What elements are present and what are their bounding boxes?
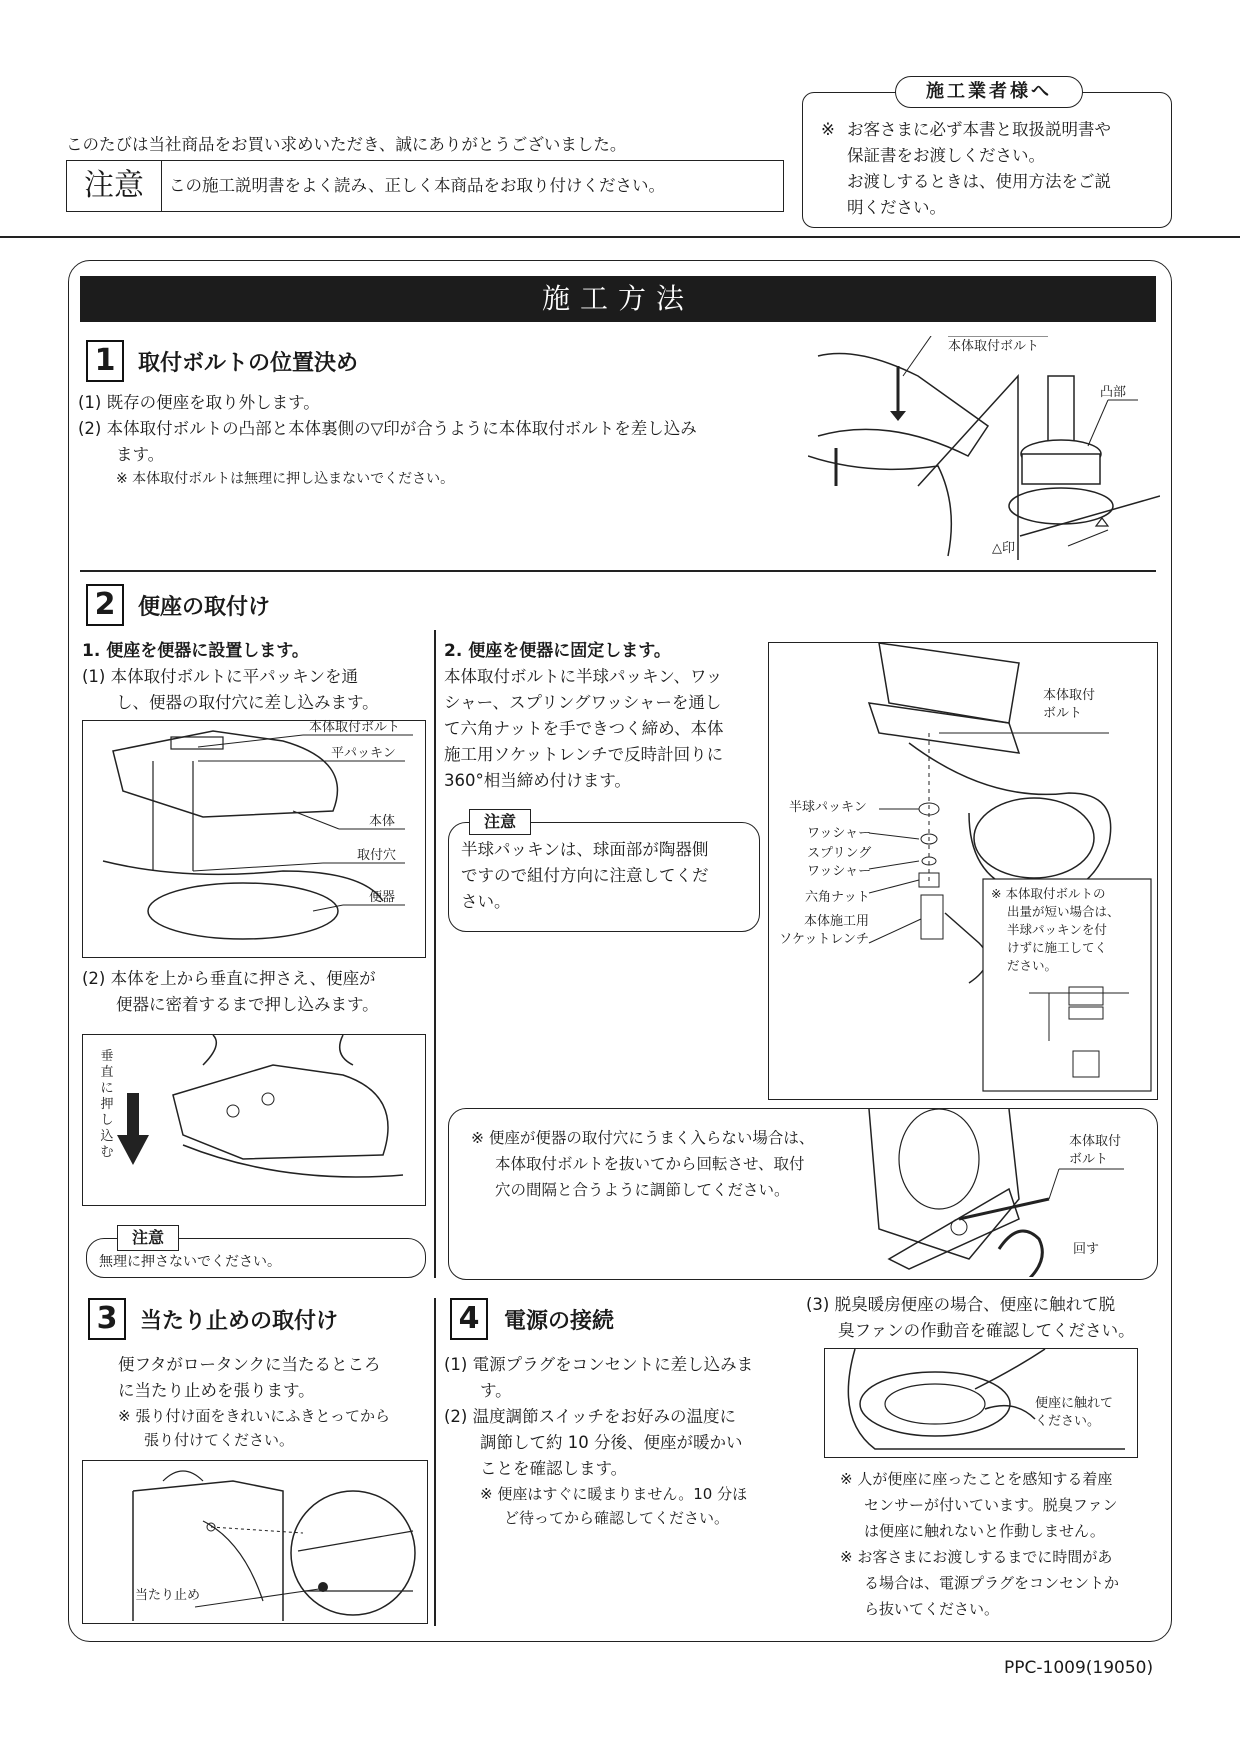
label-washer: ワッシャー [807, 826, 872, 841]
step2-sub2-p: 施工用ソケットレンチで反時計回りに [444, 745, 724, 764]
label-note: ※ 本体取付ボルトの 出量が短い場合は、 半球パッキンを付 けずに施工してく ださい。 [991, 886, 1120, 973]
step4b-note: る場合は、電源プラグをコンセントか [864, 1574, 1120, 1592]
step2-sub1-p1: し、便器の取付穴に差し込みます。 [116, 693, 379, 712]
main-title-bar: 施工方法 [80, 276, 1156, 322]
header-divider [0, 236, 1240, 238]
label-hole: 取付穴 [357, 848, 397, 863]
step3-col-divider [434, 1298, 436, 1626]
step2-title: 便座の取付け [138, 595, 271, 620]
caution-text: 無理に押さないでください。 [99, 1254, 281, 1270]
step2-sub1-heading: 1. 便座を便器に設置します。 [82, 641, 309, 661]
step1-illustration [808, 336, 1160, 560]
step2-sub2-p: て六角ナットを手できつく締め、本体 [444, 719, 724, 738]
installer-line: 保証書をお渡しください。 [847, 146, 1045, 165]
note-line: 本体取付ボルトを抜いてから回転させ、取付 [495, 1155, 805, 1173]
step4b-note: ※ お客さまにお渡しするまでに時間があ [840, 1548, 1113, 1566]
step3-line: に当たり止めを張ります。 [118, 1381, 315, 1400]
installer-line: お渡しするときは、使用方法をご説 [847, 172, 1111, 191]
step2-sub2-p: シャー、スプリングワッシャーを通し [444, 693, 722, 712]
step2-sub2-caution [448, 812, 760, 932]
step4-item: 調節して約 10 分後、便座が暖かい [480, 1433, 743, 1452]
intro-thanks: このたびは当社商品をお買い求めいただき、誠にありがとうございました。 [66, 135, 627, 154]
step2-sub1-illustration [82, 720, 426, 958]
step4b-note: ※ 人が便座に座ったことを感知する着座 [840, 1470, 1113, 1488]
installer-mark: ※ [821, 120, 835, 139]
label-flat-packing: 平パッキン [331, 746, 396, 761]
step2-sub1-p2: (2) 本体を上から垂直に押さえ、便座が [82, 969, 376, 988]
caution-text: この施工説明書をよく読み、正しく本商品をお取り付けください。 [169, 176, 665, 195]
step1-label-convex: 凸部 [1100, 385, 1127, 400]
step1-label-bolt: 本体取付ボルト [948, 339, 1040, 354]
step3-line: 便フタがロータンクに当たるところ [118, 1355, 381, 1374]
step4b-note: センサーが付いています。脱臭ファン [864, 1496, 1118, 1514]
step4b-item: 臭ファンの作動音を確認してください。 [838, 1321, 1135, 1340]
label-wrench: 本体施工用 ソケットレンチ [779, 914, 869, 947]
label-rotate: 回す [1073, 1242, 1100, 1257]
step4b-item: (3) 脱臭暖房便座の場合、便座に触れて脱 [806, 1295, 1116, 1314]
step1-item: (1) 既存の便座を取り外します。 [78, 393, 320, 412]
step2-note-box [448, 1108, 1158, 1280]
step3-number: 3 [88, 1298, 126, 1340]
vertical-label: 垂 直 に 押 し 込 む [100, 1049, 114, 1160]
installer-title: 施工業者様へ [895, 76, 1083, 108]
step4b-illustration [824, 1348, 1138, 1458]
label-bolt: 本体取付 ボルト [1069, 1134, 1122, 1167]
label-stopper: 当たり止め [135, 1588, 201, 1603]
step2-sub2-p: 360°相当締め付けます。 [444, 771, 631, 790]
intro-caution-box [66, 160, 784, 212]
step2-sub2-heading: 2. 便座を便器に固定します。 [444, 641, 671, 661]
step2-number: 2 [86, 584, 124, 626]
step4-note: ※ 便座はすぐに暖まりません。10 分ほ [480, 1485, 748, 1503]
step2-sub2-illustration [768, 642, 1158, 1100]
step2-sub2-p: 本体取付ボルトに半球パッキン、ワッ [444, 667, 723, 686]
step4-note: ど待ってから確認してください。 [504, 1509, 730, 1527]
caution-line: 半球パッキンは、球面部が陶器側 [461, 840, 709, 859]
step4-item: ことを確認します。 [480, 1459, 628, 1478]
label-toilet: 便器 [369, 890, 396, 905]
step1-number: 1 [86, 340, 124, 382]
caution-label: 注意 [67, 161, 162, 211]
label-nut: 六角ナット [805, 890, 870, 905]
step2-sub1-p1: (1) 本体取付ボルトに平パッキンを通 [82, 667, 358, 686]
step1-item: ます。 [116, 445, 165, 464]
label-bolt: 本体取付 ボルト [1043, 688, 1096, 721]
step1-item: (2) 本体取付ボルトの凸部と本体裏側の▽印が合うように本体取付ボルトを差し込み [78, 419, 697, 438]
installer-box [802, 81, 1172, 228]
step1-title: 取付ボルトの位置決め [138, 351, 359, 376]
installer-line: お客さまに必ず本書と取扱説明書や [847, 120, 1111, 139]
label-bolt: 本体取付ボルト [309, 720, 401, 735]
step4-title: 電源の接続 [504, 1309, 615, 1334]
step4-item: (1) 電源プラグをコンセントに差し込みま [444, 1355, 754, 1374]
step1-label-mark: △印 [992, 541, 1015, 556]
label-body: 本体 [369, 814, 396, 829]
caution-line: さい。 [461, 892, 511, 911]
caution-label: 注意 [469, 809, 531, 835]
step2-sub1-p2: 便器に密着するまで押し込みます。 [116, 995, 379, 1014]
step4b-note: ら抜いてください。 [864, 1600, 1000, 1618]
step4-item: す。 [480, 1381, 512, 1400]
step3-title: 当たり止めの取付け [140, 1309, 339, 1334]
caution-label: 注意 [117, 1225, 179, 1251]
step2-col-divider [434, 630, 436, 1278]
step3-note: 張り付けてください。 [144, 1431, 295, 1449]
step4b-note: は便座に触れないと作動しません。 [864, 1522, 1105, 1540]
note-line: 穴の間隔と合うように調節してください。 [495, 1181, 790, 1199]
step3-illustration [82, 1460, 428, 1624]
note-line: ※ 便座が便器の取付穴にうまく入らない場合は、 [471, 1129, 815, 1147]
label-half-packing: 半球パッキン [789, 800, 867, 815]
step3-note: ※ 張り付け面をきれいにふきとってから [118, 1407, 391, 1425]
label-touch: 便座に触れて ください。 [1035, 1396, 1114, 1429]
installer-line: 明ください。 [847, 198, 946, 217]
step4-item: (2) 温度調節スイッチをお好みの温度に [444, 1407, 736, 1426]
step2-press-illustration [82, 1034, 426, 1206]
step1-divider [80, 570, 1156, 572]
footer-code: PPC-1009(19050) [1004, 1658, 1154, 1678]
step1-note: ※ 本体取付ボルトは無理に押し込まないでください。 [116, 471, 455, 487]
caution-line: ですので組付方向に注意してくだ [461, 866, 709, 885]
step2-sub1-caution [86, 1228, 426, 1278]
step4-number: 4 [450, 1298, 488, 1340]
label-spring-washer: スプリング ワッシャー [807, 846, 872, 879]
